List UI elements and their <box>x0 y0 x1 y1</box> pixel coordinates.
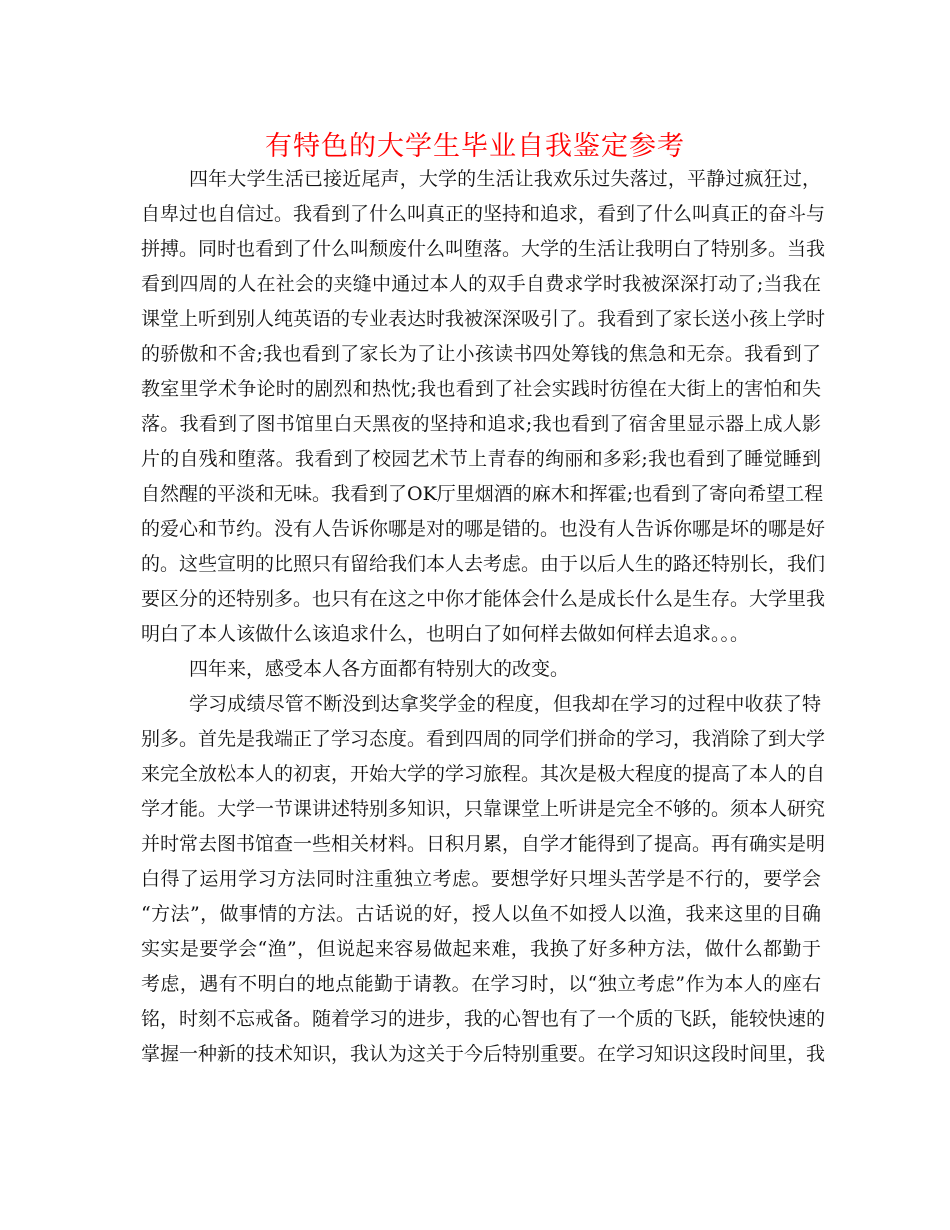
paragraph-line: 来完全放松本人的初衷，开始大学的学习旅程。其次是极大程度的提高了本人的自 <box>141 763 826 785</box>
paragraph-line: 自然醒的平淡和无味。我看到了OK厅里烟酒的麻木和挥霍;也看到了寄向希望工程 <box>141 483 824 505</box>
paragraph-line: “方法”，做事情的方法。古话说的好，授人以鱼不如授人以渔，我来这里的目确 <box>141 903 821 925</box>
paragraph-line: 课堂上听到别人纯英语的专业表达时我被深深吸引了。我看到了家长送小孩上学时 <box>141 308 826 330</box>
paragraph-line: 要区分的还特别多。也只有在这之中你才能体会什么是成长什么是生存。大学里我 <box>141 588 826 610</box>
paragraph-line: 落。我看到了图书馆里白天黑夜的坚持和追求;我也看到了宿舍里显示器上成人影 <box>141 413 821 435</box>
paragraph-line: 实实是要学会“渔”，但说起来容易做起来难，我换了好多种方法，做什么都勤于 <box>141 938 821 960</box>
paragraph-line: 教室里学术争论时的剧烈和热忱;我也看到了社会实践时彷徨在大街上的害怕和失 <box>141 378 821 400</box>
paragraph-line: 的骄傲和不舍;我也看到了家长为了让小孩读书四处筹钱的焦急和无奈。我看到了 <box>141 343 821 365</box>
paragraph-line: 看到四周的人在社会的夹缝中通过本人的双手自费求学时我被深深打动了;当我在 <box>141 273 821 295</box>
paragraph-line: 片的自残和堕落。我看到了校园艺术节上青春的绚丽和多彩;我也看到了睡觉睡到 <box>141 448 821 470</box>
paragraph-line: 的。这些宣明的比照只有留给我们本人去考虑。由于以后人生的路还特别长，我们 <box>141 553 826 575</box>
paragraph-line: 明白了本人该做什么该追求什么，也明白了如何样去做如何样去追求。。。 <box>141 623 750 645</box>
paragraph-line: 拼搏。同时也看到了什么叫颓废什么叫堕落。大学的生活让我明白了特别多。当我 <box>141 238 826 260</box>
paragraph-line: 铭，时刻不忘戒备。随着学习的进步，我的心智也有了一个质的飞跃，能较快速的 <box>141 1008 826 1030</box>
paragraph-line: 别多。首先是我端正了学习态度。看到四周的同学们拼命的学习，我消除了到大学 <box>141 728 826 750</box>
paragraph-line: 的爱心和节约。没有人告诉你哪是对的哪是错的。也没有人告诉你哪是坏的哪是好 <box>141 518 826 540</box>
paragraph-line: 学习成绩尽管不断没到达拿奖学金的程度，但我却在学习的过程中收获了特 <box>189 693 821 715</box>
paragraph-line: 掌握一种新的技术知识，我认为这关于今后特别重要。在学习知识这段时间里，我 <box>141 1043 826 1065</box>
paragraph-line: 学才能。大学一节课讲述特别多知识，只靠课堂上听讲是完全不够的。须本人研究 <box>141 798 826 820</box>
document-title: 有特色的大学生毕业自我鉴定参考 <box>265 131 685 162</box>
paragraph-line: 白得了运用学习方法同时注重独立考虑。要想学好只埋头苦学是不行的，要学会 <box>141 868 821 890</box>
paragraph-line: 四年来，感受本人各方面都有特别大的改变。 <box>189 658 570 680</box>
paragraph-line: 并时常去图书馆查一些相关材料。日积月累，自学才能得到了提高。再有确实是明 <box>141 833 826 855</box>
paragraph-line: 考虑，遇有不明白的地点能勤于请教。在学习时，以“独立考虑”作为本人的座右 <box>141 973 821 995</box>
paragraph-line: 自卑过也自信过。我看到了什么叫真正的坚持和追求，看到了什么叫真正的奋斗与 <box>141 203 826 225</box>
paragraph-line: 四年大学生活已接近尾声，大学的生活让我欢乐过失落过，平静过疯狂过， <box>189 168 821 190</box>
